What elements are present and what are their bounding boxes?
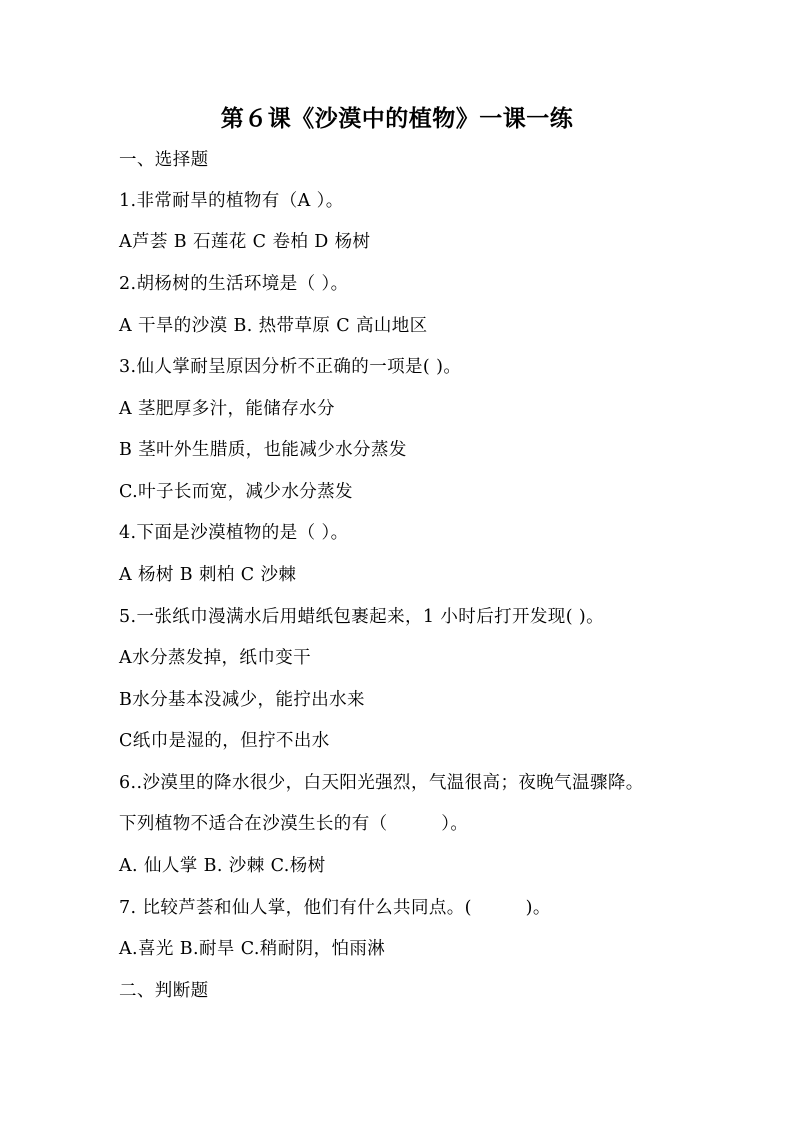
question-6-options: A. 仙人掌 B. 沙棘 C.杨树 (119, 856, 326, 876)
question-5-option-a: A水分蒸发掉，纸巾变干 (119, 648, 312, 668)
question-3: 3.仙人掌耐呈原因分析不正确的一项是( )。 (119, 357, 462, 377)
question-7: 7. 比较芦荟和仙人掌，他们有什么共同点。( )。 (119, 898, 551, 918)
page-title: 第６课《沙漠中的植物》一课一练 (220, 105, 574, 132)
question-7-options: A.喜光 B.耐旱 C.稍耐阴，怕雨淋 (119, 939, 386, 959)
question-3-option-a: A 茎肥厚多汁，能储存水分 (119, 399, 335, 419)
question-3-option-b: B 茎叶外生腊质，也能减少水分蒸发 (119, 440, 407, 460)
section-heading-judgment: 二、判断题 (119, 981, 209, 1001)
question-6-line-1: 6..沙漠里的降水很少，白天阳光强烈，气温很高；夜晚气温骤降。 (119, 773, 644, 793)
question-5-option-b: B水分基本没减少，能拧出水来 (119, 690, 365, 710)
question-2-options: A 干旱的沙漠 B. 热带草原 C 高山地区 (119, 316, 428, 336)
question-2: 2.胡杨树的生活环境是（ ）。 (119, 274, 349, 294)
question-1-options: A芦荟 B 石莲花 C 卷柏 D 杨树 (119, 232, 371, 252)
question-5: 5.一张纸巾漫满水后用蜡纸包裹起来，1 小时后打开发现( )。 (119, 607, 605, 627)
question-1: 1.非常耐旱的植物有（A ）。 (119, 191, 344, 211)
question-6-line-2: 下列植物不适合在沙漠生长的有（ ）。 (119, 814, 469, 834)
question-5-option-c: C纸巾是湿的，但拧不出水 (119, 731, 330, 751)
question-3-option-c: C.叶子长而宽，减少水分蒸发 (119, 482, 353, 502)
question-4: 4.下面是沙漠植物的是（ ）。 (119, 523, 349, 543)
question-4-options: A 杨树 B 刺柏 C 沙棘 (119, 565, 297, 585)
section-heading-choice: 一、选择题 (119, 150, 209, 170)
